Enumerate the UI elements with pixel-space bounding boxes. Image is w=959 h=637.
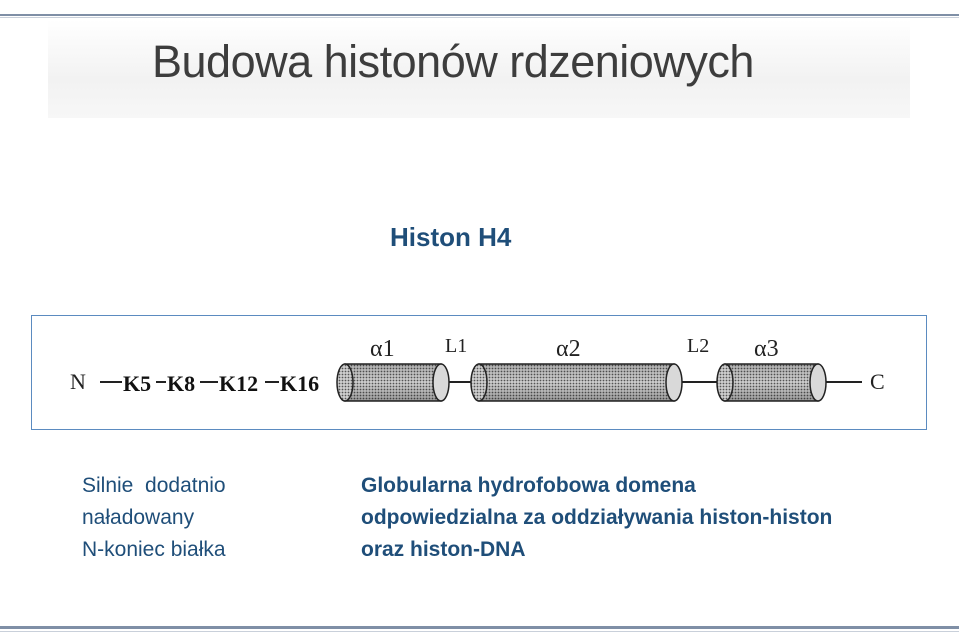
helix-label-alpha3: α3 bbox=[754, 336, 779, 362]
slide-title: Budowa histonów rdzeniowych bbox=[152, 36, 754, 87]
lysine-k8: K8 bbox=[167, 371, 196, 396]
top-rule-thin bbox=[0, 17, 959, 18]
histone-diagram-svg bbox=[32, 316, 926, 429]
loop-label-l1: L1 bbox=[445, 335, 468, 357]
caption-left-line-1: Silnie dodatnio bbox=[82, 474, 226, 497]
bottom-rule-thin bbox=[0, 631, 959, 632]
lysine-k5: K5 bbox=[123, 371, 152, 396]
n-terminus-label: N bbox=[70, 369, 86, 394]
globular-domain-caption bbox=[361, 470, 832, 566]
loop-label-l2: L2 bbox=[687, 335, 710, 357]
histone-diagram bbox=[31, 315, 927, 430]
caption-right-line-2: odpowiedzialna za oddziaływania histon-histon bbox=[361, 506, 833, 529]
slide-subtitle: Histon H4 bbox=[390, 222, 512, 252]
caption-right-line-3: oraz histon-DNA bbox=[361, 538, 526, 561]
helix-alpha2 bbox=[471, 364, 682, 401]
helix-alpha1 bbox=[337, 364, 449, 401]
top-rule bbox=[0, 14, 959, 16]
caption-right-line-1: Globularna hydrofobowa domena bbox=[361, 474, 696, 497]
bottom-rule bbox=[0, 626, 959, 629]
c-terminus-label: C bbox=[870, 369, 885, 394]
caption-left-line-3: N-koniec białka bbox=[82, 538, 226, 561]
n-terminus-caption bbox=[82, 470, 226, 566]
helix-alpha3 bbox=[717, 364, 826, 401]
helix-label-alpha2: α2 bbox=[556, 336, 581, 362]
lysine-k16: K16 bbox=[280, 371, 320, 396]
caption-left-line-2: naładowany bbox=[82, 506, 195, 529]
lysine-k12: K12 bbox=[219, 371, 259, 396]
helix-label-alpha1: α1 bbox=[370, 336, 395, 362]
